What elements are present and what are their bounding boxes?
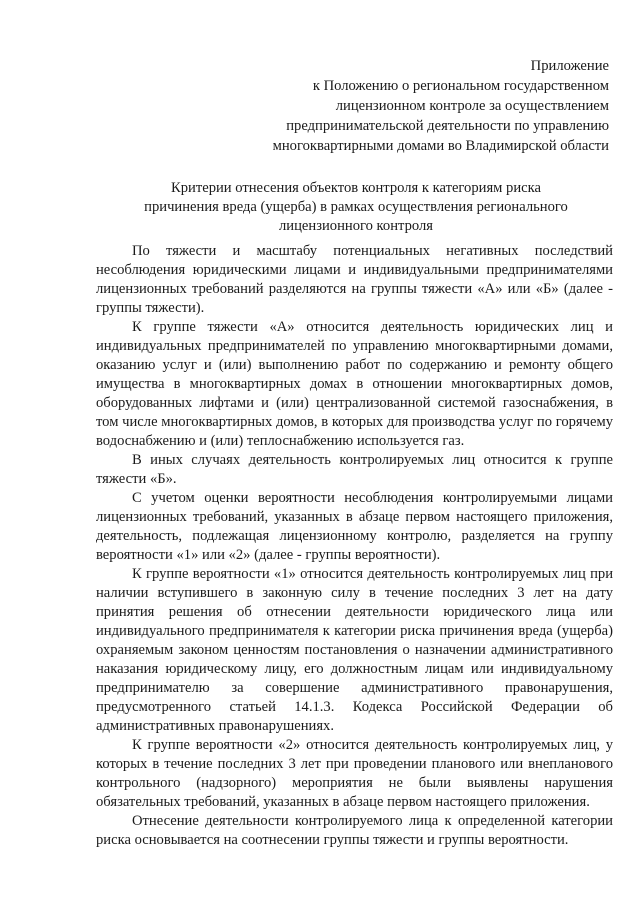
appendix-line: многоквартирными домами во Владимирской области	[272, 138, 609, 154]
paragraph-severity-intro: По тяжести и масштабу потенциальных негативных последствий несоблюдения юридическими лицами и индивидуальными предпринимателями лицензионных требований разделяются на группы тяжести «А» или «Б» (далее - группы тяжести).	[96, 243, 613, 316]
paragraph-group-b: В иных случаях деятельность контролируемых лиц относится к группе тяжести «Б».	[96, 452, 613, 487]
appendix-line: Приложение	[530, 58, 609, 74]
paragraph-conclusion: Отнесение деятельности контролируемого лица к определенной категории риска основывается на соотнесении группы тяжести и группы вероятности.	[96, 813, 613, 848]
appendix-header	[189, 56, 609, 156]
title-line: Критерии отнесения объектов контроля к категориям риска	[171, 180, 541, 196]
appendix-line: предпринимательской деятельности по управлению	[286, 118, 609, 134]
paragraph-probability-1: К группе вероятности «1» относится деятельность контролируемых лиц при наличии вступившего в законную силу в течение последних 3 лет на дату принятия решения об отнесении деятельности юридического лица или индивидуального предпринимателя к категории риска причинения вреда (ущерба) охраняемым законом ценностям постановления о назначении административного наказания юридическому лицу, его должностным лицам или индивидуальному предпринимателю за совершение административного правонарушения, предусмотренного статьей 14.1.3. Кодекса Российской Федерации об административных правонарушениях.	[96, 566, 613, 734]
document-body	[96, 242, 613, 850]
appendix-line: к Положению о региональном государственном	[312, 78, 609, 94]
title-line: причинения вреда (ущерба) в рамках осуществления регионального	[144, 199, 568, 215]
paragraph-group-a: К группе тяжести «А» относится деятельность юридических лиц и индивидуальных предпринимателей по управлению многоквартирными домами, оказанию услуг и (или) выполнению работ по содержанию и ремонту общего имущества в многоквартирных домах в отношении многоквартирных домов, оборудованных лифтами и (или) централизованной системой газоснабжения, в том числе многоквартирных домов, в которых для производства услуг по горячему водоснабжению и (или) теплоснабжению используется газ.	[96, 319, 613, 449]
paragraph-probability-intro: С учетом оценки вероятности несоблюдения контролируемыми лицами лицензионных требований, указанных в абзаце первом настоящего приложения, деятельность, подлежащая лицензионному контролю, разделяется на группу вероятности «1» или «2» (далее - группы вероятности).	[96, 490, 613, 563]
title-line: лицензионного контроля	[279, 218, 433, 234]
appendix-line: лицензионном контроле за осуществлением	[335, 98, 609, 114]
paragraph-probability-2: К группе вероятности «2» относится деятельность контролируемых лиц, у которых в течение последних 3 лет при проведении планового или внепланового контрольного (надзорного) мероприятия не были выявлены нарушения обязательных требований, указанных в абзаце первом настоящего приложения.	[96, 737, 613, 810]
document-title	[96, 179, 616, 236]
